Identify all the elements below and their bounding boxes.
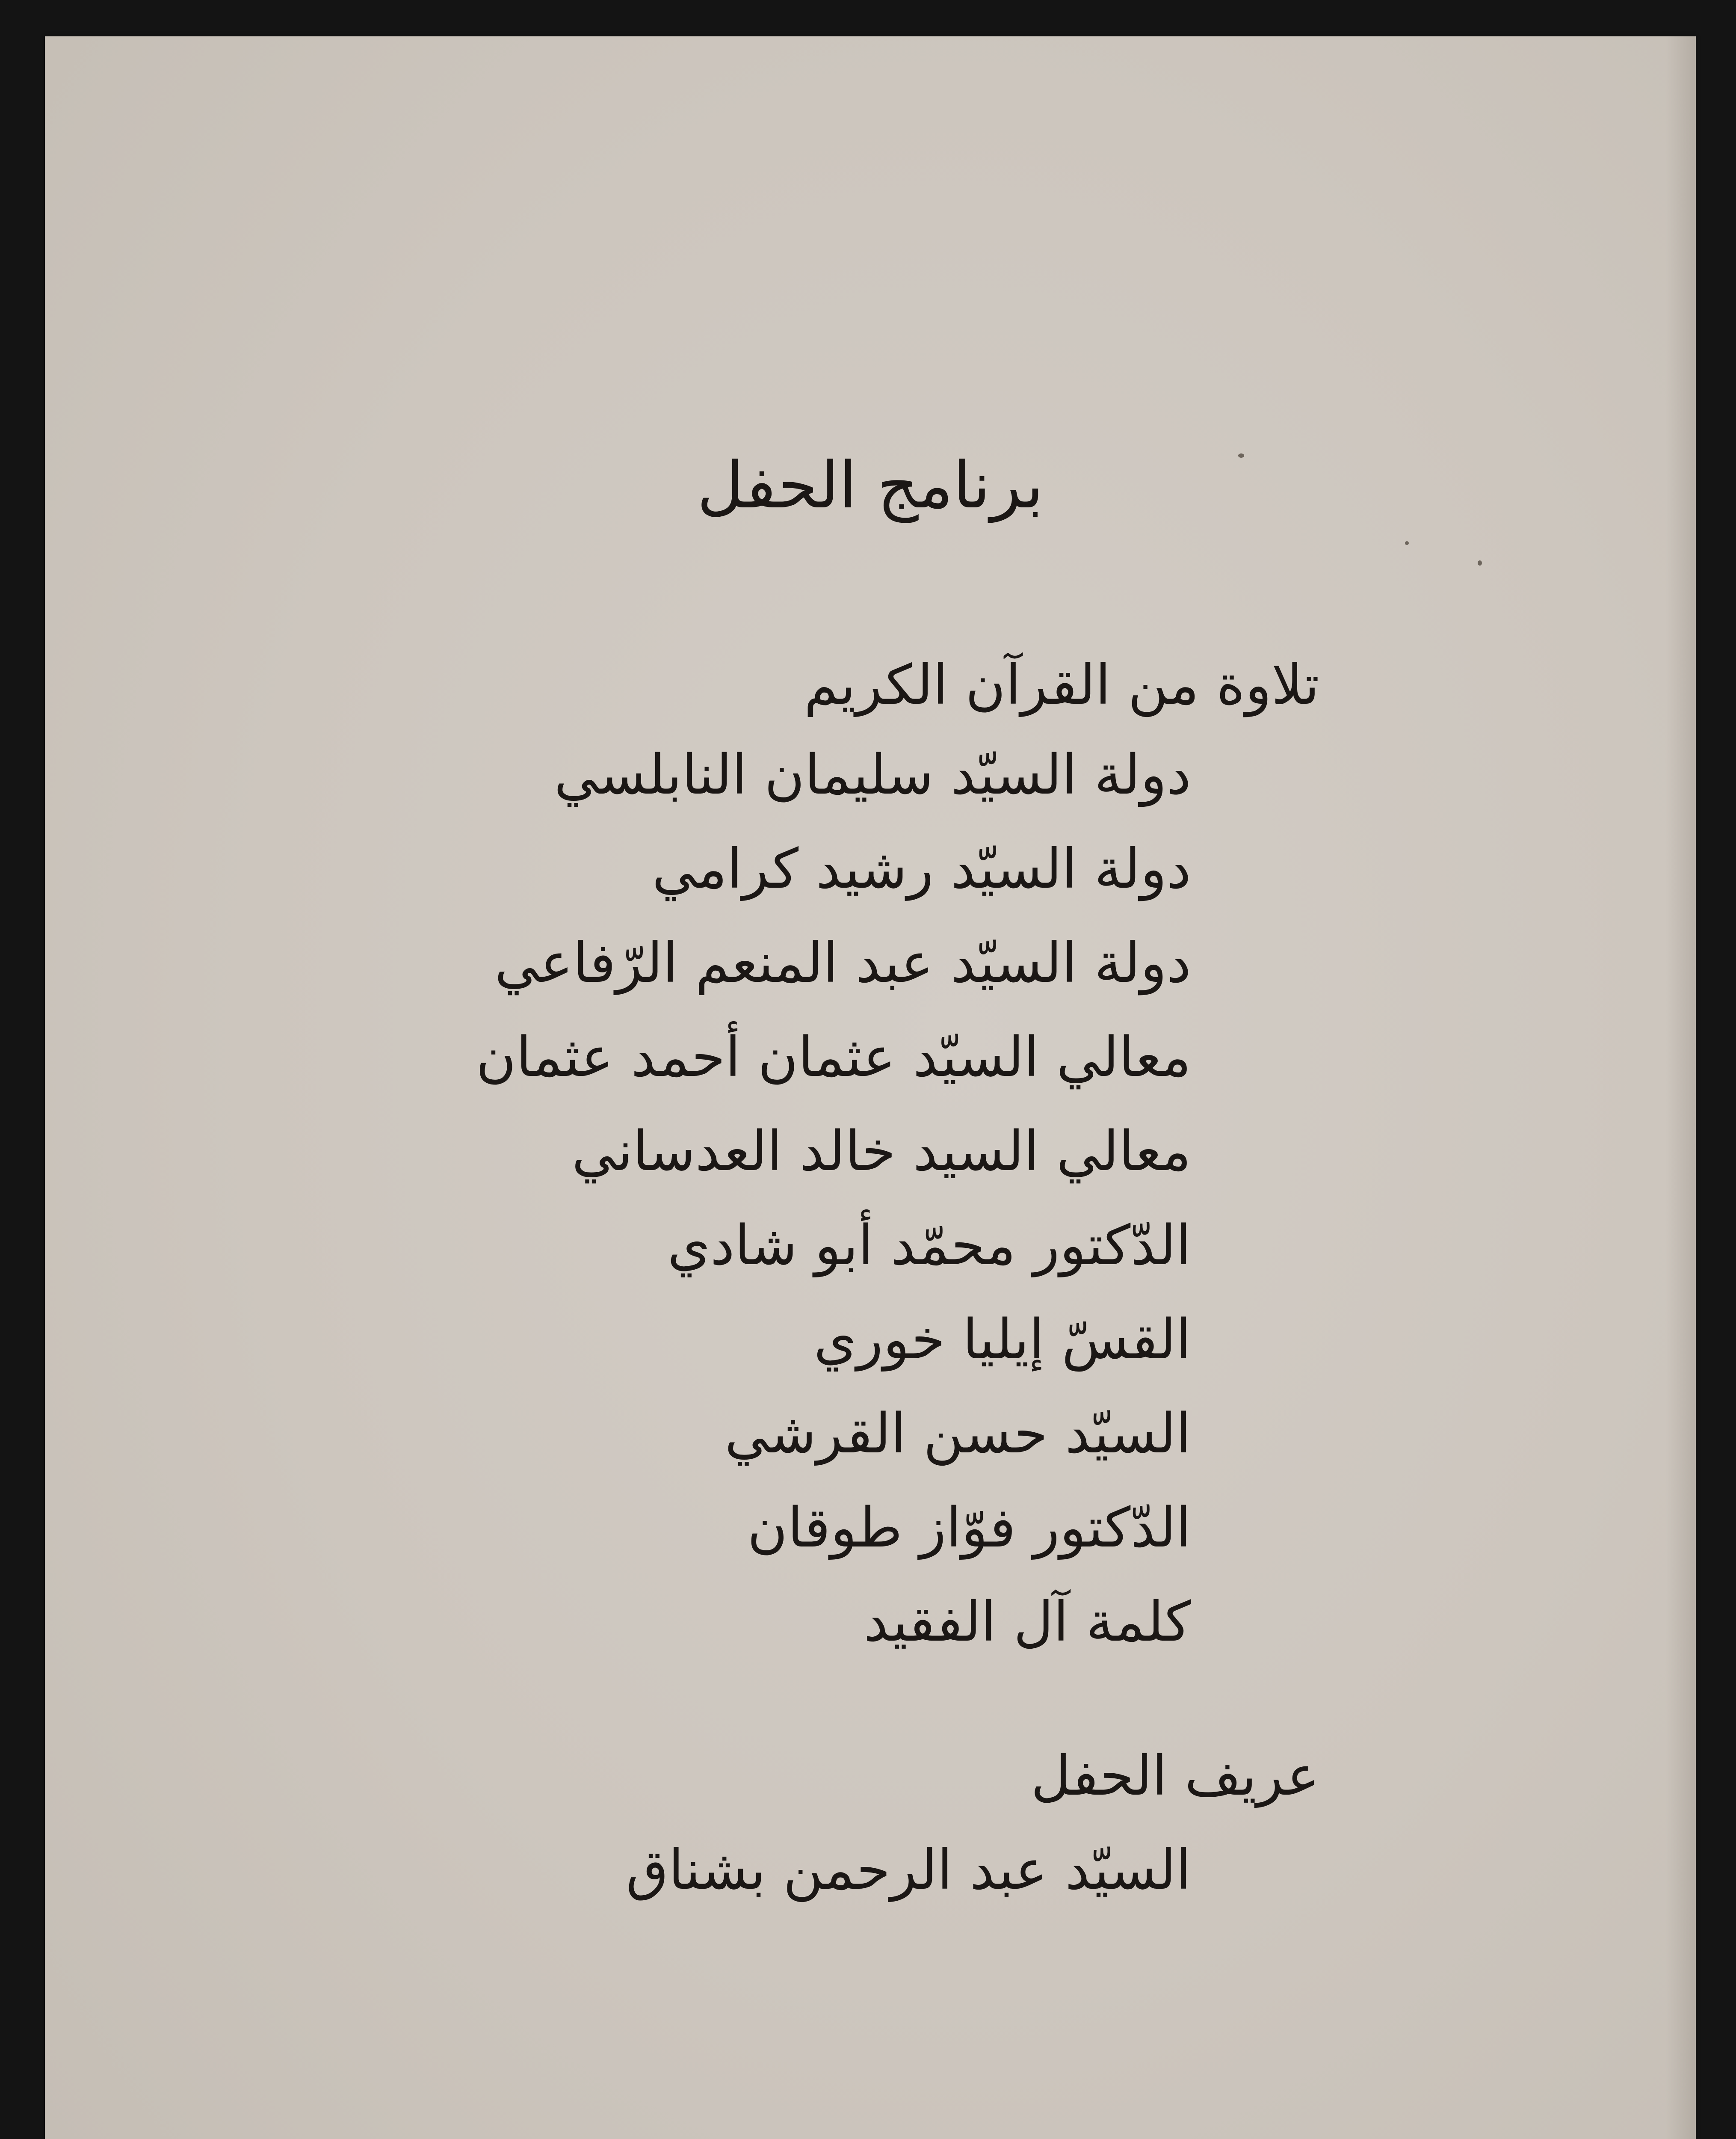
speaker-5: معالي السيد خالد العدساني xyxy=(572,1120,1191,1183)
emcee-label: عريف الحفل xyxy=(1031,1744,1319,1808)
speaker-6: الدّكتور محمّد أبو شادي xyxy=(667,1214,1191,1277)
paper-speck xyxy=(1478,560,1482,566)
family-address: كلمة آل الفقيد xyxy=(864,1590,1191,1654)
program-title: برنامج الحفل xyxy=(697,448,1044,523)
speaker-4: معالي السيّد عثمان أحمد عثمان xyxy=(476,1025,1191,1089)
speaker-3: دولة السيّد عبد المنعم الرّفاعي xyxy=(494,931,1191,995)
speaker-9: الدّكتور فوّاز طوقان xyxy=(747,1496,1191,1560)
speaker-2: دولة السيّد رشيد كرامي xyxy=(652,837,1191,901)
speaker-1: دولة السيّد سليمان النابلسي xyxy=(554,743,1191,807)
emcee-name: السيّد عبد الرحمن بشناق xyxy=(626,1838,1191,1902)
program-card xyxy=(45,36,1696,2139)
card-edge-shadow xyxy=(1666,36,1696,2139)
speaker-8: السيّد حسن القرشي xyxy=(725,1402,1191,1466)
paper-speck xyxy=(1405,541,1409,545)
speaker-7: القسّ إيليا خوري xyxy=(813,1308,1191,1372)
opening-recitation: تلاوة من القرآن الكريم xyxy=(804,653,1319,717)
